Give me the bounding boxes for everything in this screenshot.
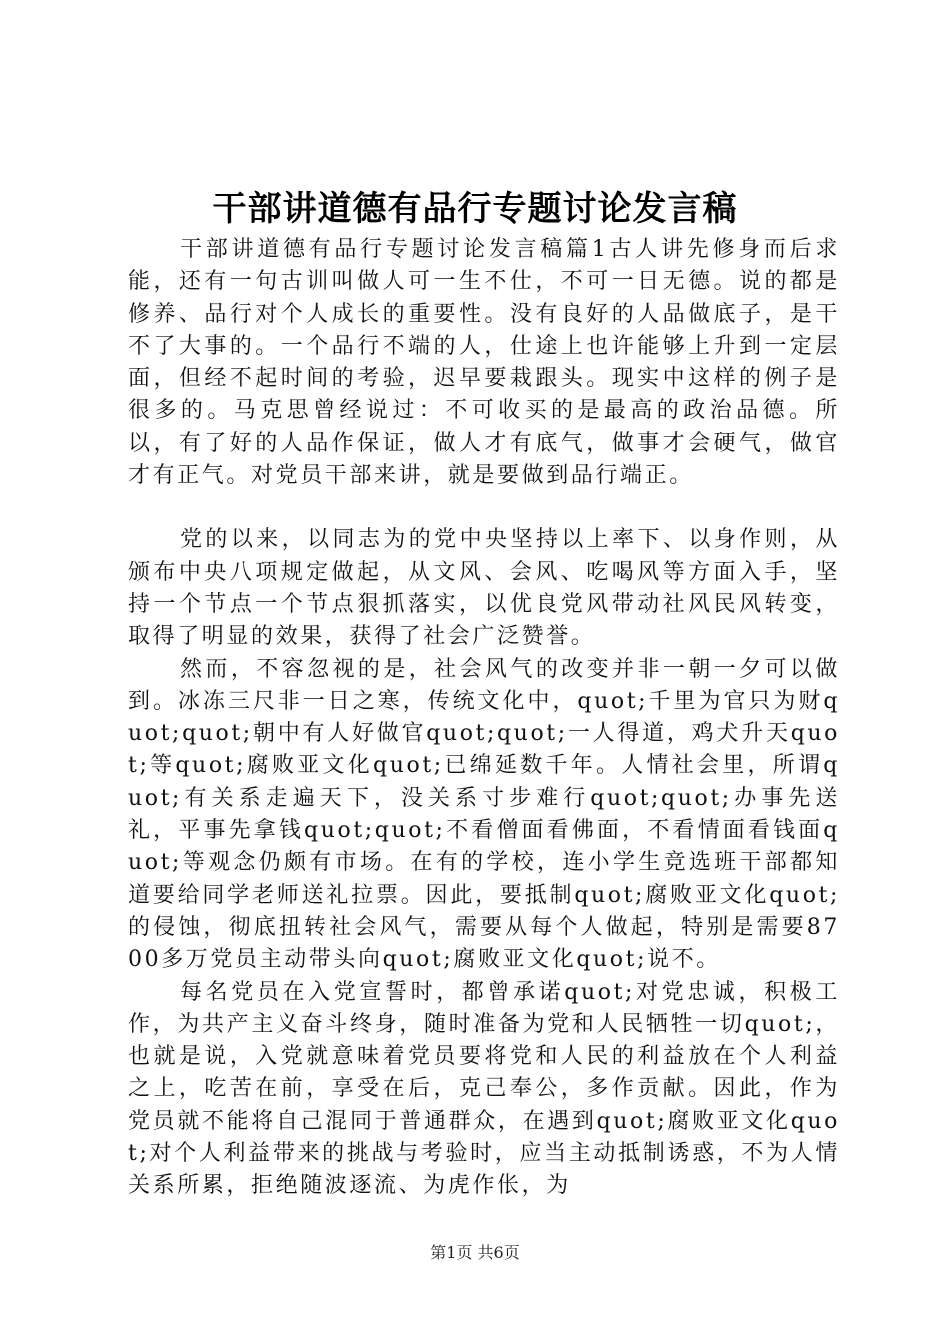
paragraph-4: 每名党员在入党宣誓时，都曾承诺quot;对党忠诚，积极工作，为共产主义奋斗终身，随时准备为党和人民牺牲一切quot;，也就是说，入党就意味着党员要将党和人民的利益放在个人利益之上，吃苦在前，享受在后，克己奉公，多作贡献。因此，作为党员就不能将自己混同于普通群众，在遇到quot;腐败亚文化quot;对个人利益带来的挑战与考验时，应当主动抵制诱惑，不为人情关系所累，拒绝随波逐流、为虎作伥，为: [128, 979, 840, 1199]
paragraph-3: 然而，不容忽视的是，社会风气的改变并非一朝一夕可以做到。冰冻三尺非一日之寒，传统文化中，quot;千里为官只为财quot;quot;朝中有人好做官quot;quot;一人得道，鸡犬升天quot;等quot;腐败亚文化quot;已绵延数千年。人情社会里，所谓quot;有关系走遍天下，没关系寸步难行quot;quot;办事先送礼，平事先拿钱quot;quot;不看僧面看佛面，不看情面看钱面quot;等观念仍颇有市场。在有的学校，连小学生竞选班干部都知道要给同学老师送礼拉票。因此，要抵制quot;腐败亚文化quot;的侵蚀，彻底扭转社会风气，需要从每个人做起，特别是需要8700多万党员主动带头向quot;腐败亚文化quot;说不。: [128, 656, 840, 973]
paragraph-2: 党的以来，以同志为的党中央坚持以上率下、以身作则，从颁布中央八项规定做起，从文风、会风、吃喝风等方面入手，坚持一个节点一个节点狠抓落实，以优良党风带动社风民风转变，取得了明显的效果，获得了社会广泛赞誉。: [128, 527, 840, 650]
document-title: 干部讲道德有品行专题讨论发言稿: [212, 189, 738, 229]
document-body: [128, 234, 840, 1203]
page-number-footer: 第1页 共6页: [430, 1243, 520, 1262]
paragraph-1: 干部讲道德有品行专题讨论发言稿篇1古人讲先修身而后求能，还有一句古训叫做人可一生不仕，不可一日无德。说的都是修养、品行对个人成长的重要性。没有良好的人品做底子，是干不了大事的。一个品行不端的人，仕途上也许能够上升到一定层面，但经不起时间的考验，迟早要栽跟头。现实中这样的例子是很多的。马克思曾经说过：不可收买的是最高的政治品德。所以，有了好的人品作保证，做人才有底气，做事才会硬气，做官才有正气。对党员干部来讲，就是要做到品行端正。: [128, 237, 840, 489]
